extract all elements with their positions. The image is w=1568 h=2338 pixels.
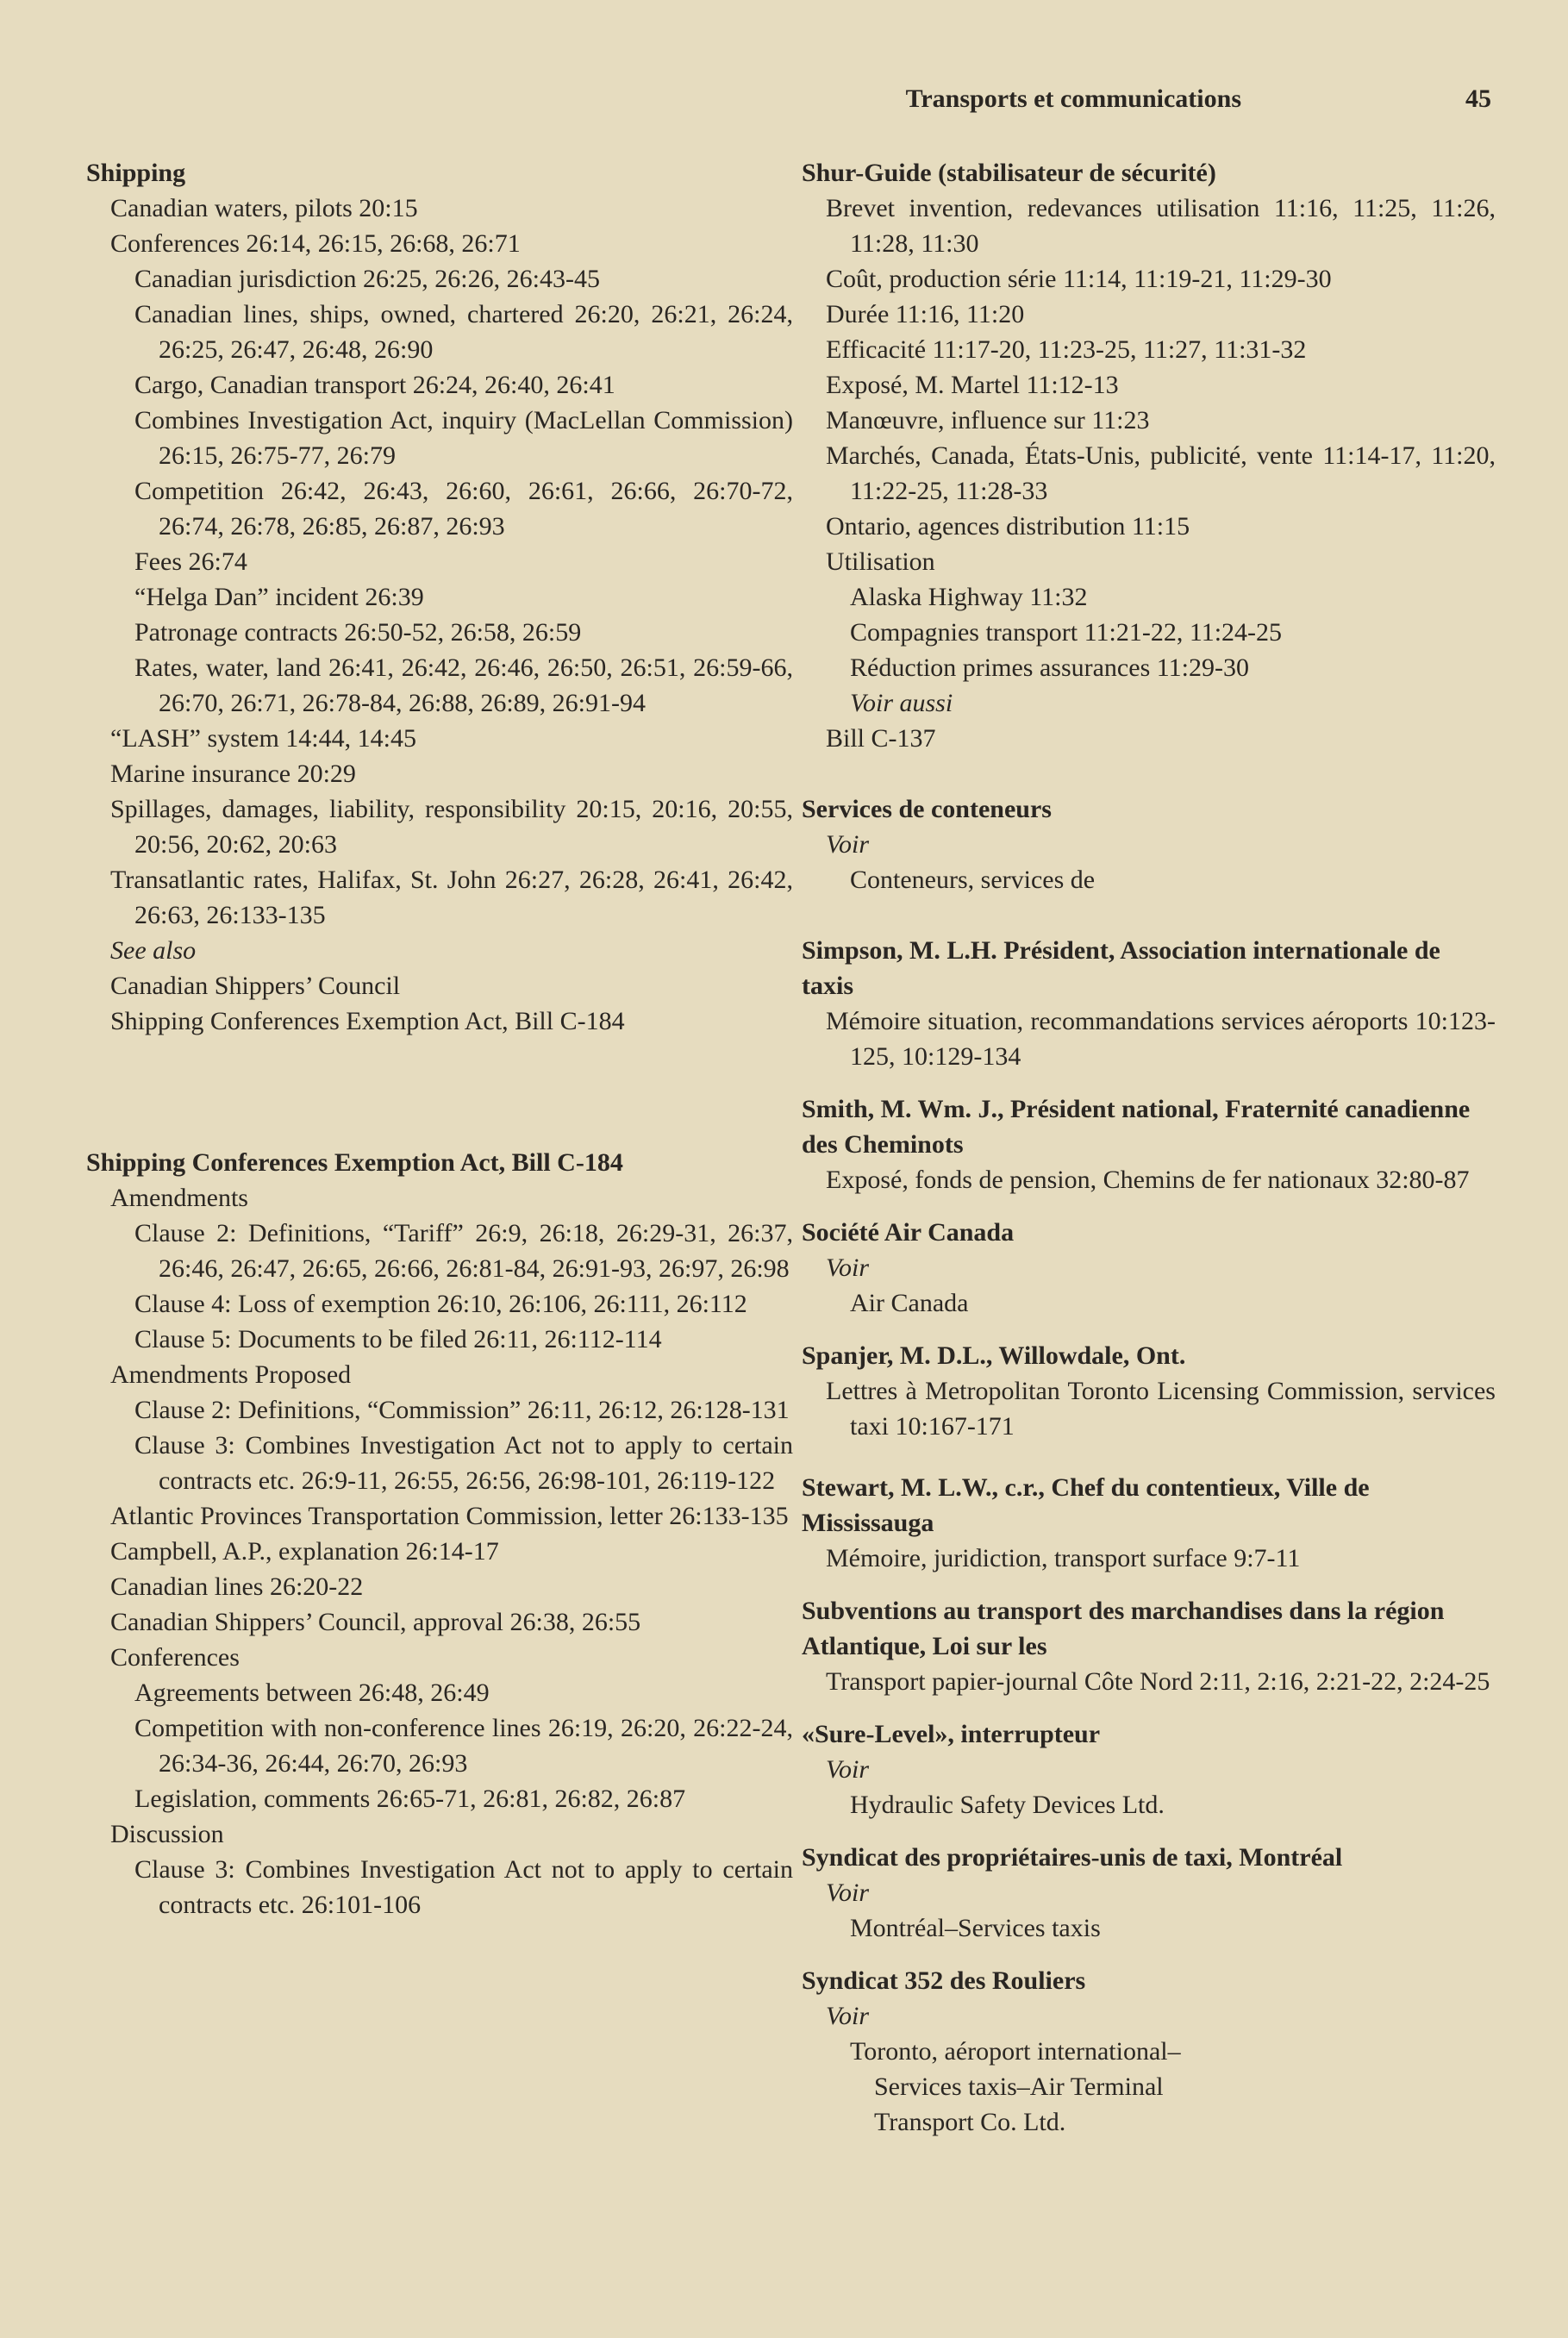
entry-heading: «Sure-Level», interrupteur bbox=[802, 1720, 1101, 1748]
index-entry-sure-level bbox=[802, 1716, 1496, 1822]
index-entry-smith bbox=[802, 1091, 1496, 1197]
index-entry-stewart bbox=[802, 1470, 1496, 1576]
see-target: Services taxis–Air Terminal bbox=[874, 2072, 1164, 2101]
entry-lines bbox=[802, 191, 1496, 756]
see-target: Toronto, aéroport international– bbox=[850, 2037, 1181, 2066]
entry-line: Compagnies transport 11:21-22, 11:24-25 bbox=[850, 618, 1283, 647]
right-column bbox=[802, 155, 1496, 2140]
entry-heading: Smith, M. Wm. J., Président national, Fraternité canadienne des Cheminots bbox=[802, 1095, 1471, 1159]
entry-line: Utilisation bbox=[826, 547, 935, 576]
entry-line: Ontario, agences distribution 11:15 bbox=[826, 512, 1190, 541]
entry-line: Spillages, damages, liability, responsibility 20:15, 20:16, 20:55, 20:56, 20:62, 20:63 bbox=[110, 795, 793, 859]
left-column bbox=[86, 155, 793, 1922]
see-target: Hydraulic Safety Devices Ltd. bbox=[850, 1791, 1165, 1819]
entry-heading: Shipping Conferences Exemption Act, Bill C-184 bbox=[86, 1148, 623, 1177]
index-entry-shipping-conferences-act bbox=[86, 1145, 793, 1922]
entry-line: Marine insurance 20:29 bbox=[110, 760, 356, 788]
see-reference: Voir bbox=[826, 2002, 870, 2030]
entry-lines bbox=[86, 191, 793, 1039]
entry-line: Réduction primes assurances 11:29-30 bbox=[850, 653, 1249, 682]
entry-line: Canadian lines 26:20-22 bbox=[110, 1572, 364, 1601]
entry-line: Legislation, comments 26:65-71, 26:81, 26:82, 26:87 bbox=[134, 1785, 686, 1813]
entry-line: Canadian lines, ships, owned, chartered 26:20, 26:21, 26:24, 26:25, 26:47, 26:48, 26:90 bbox=[134, 300, 793, 364]
entry-heading: Société Air Canada bbox=[802, 1218, 1015, 1247]
entry-line: Mémoire, juridiction, transport surface 9:7-11 bbox=[826, 1544, 1301, 1572]
entry-lines bbox=[86, 1180, 793, 1922]
entry-line: Clause 2: Definitions, “Tariff” 26:9, 26:18, 26:29-31, 26:37, 26:46, 26:47, 26:65, 26:66, 26:81-84, 26:91-93, 26:97, 26:98 bbox=[134, 1219, 793, 1283]
entry-line: Clause 3: Combines Investigation Act not to apply to certain contracts etc. 26:9-11, 26:55, 26:56, 26:98-101, 26:119-122 bbox=[134, 1431, 793, 1495]
entry-line: Marchés, Canada, États-Unis, publicité, vente 11:14-17, 11:20, 11:22-25, 11:28-33 bbox=[826, 441, 1496, 505]
entry-line: Competition with non-conference lines 26:19, 26:20, 26:22-24, 26:34-36, 26:44, 26:70, 26:93 bbox=[134, 1714, 793, 1778]
entry-line: Transport papier-journal Côte Nord 2:11, 2:16, 2:21-22, 2:24-25 bbox=[826, 1667, 1490, 1696]
see-also-label: Voir aussi bbox=[850, 689, 953, 717]
see-also-label: See also bbox=[110, 936, 197, 965]
entry-line: Manœuvre, influence sur 11:23 bbox=[826, 406, 1150, 434]
entry-line: Atlantic Provinces Transportation Commission, letter 26:133-135 bbox=[110, 1502, 789, 1530]
entry-line: Lettres à Metropolitan Toronto Licensing Commission, services taxi 10:167-171 bbox=[826, 1377, 1496, 1441]
index-entry-syndicat-taxi bbox=[802, 1840, 1496, 1946]
see-target: Montréal–Services taxis bbox=[850, 1914, 1101, 1942]
entry-line: Fees 26:74 bbox=[134, 547, 247, 576]
entry-line: Clause 4: Loss of exemption 26:10, 26:106, 26:111, 26:112 bbox=[134, 1290, 747, 1318]
entry-heading: Simpson, M. L.H. Président, Association internationale de taxis bbox=[802, 936, 1440, 1000]
index-entry-simpson bbox=[802, 933, 1496, 1074]
entry-line: Rates, water, land 26:41, 26:42, 26:46, 26:50, 26:51, 26:59-66, 26:70, 26:71, 26:78-84, 26:88, 26:89, 26:91-94 bbox=[134, 653, 793, 717]
entry-line: Efficacité 11:17-20, 11:23-25, 11:27, 11:31-32 bbox=[826, 335, 1307, 364]
see-reference: Voir bbox=[826, 830, 870, 859]
entry-heading: Services de conteneurs bbox=[802, 795, 1052, 823]
entry-line: Agreements between 26:48, 26:49 bbox=[134, 1678, 490, 1707]
entry-heading: Spanjer, M. D.L., Willowdale, Ont. bbox=[802, 1341, 1186, 1370]
see-target: Conteneurs, services de bbox=[850, 866, 1096, 894]
entry-heading: Stewart, M. L.W., c.r., Chef du contentieux, Ville de Mississauga bbox=[802, 1473, 1370, 1537]
index-entry-spanjer bbox=[802, 1338, 1496, 1444]
index-entry-subventions bbox=[802, 1593, 1496, 1699]
see-reference: Voir bbox=[826, 1253, 870, 1282]
entry-line: Amendments Proposed bbox=[110, 1360, 352, 1389]
entry-heading: Shipping bbox=[86, 159, 186, 187]
entry-line: Coût, production série 11:14, 11:19-21, 11:29-30 bbox=[826, 265, 1332, 293]
see-target: Air Canada bbox=[850, 1289, 969, 1317]
entry-line: Clause 3: Combines Investigation Act not to apply to certain contracts etc. 26:101-106 bbox=[134, 1855, 793, 1919]
index-entry-shur-guide bbox=[802, 155, 1496, 756]
entry-line: Canadian Shippers’ Council bbox=[110, 972, 401, 1000]
entry-heading: Shur-Guide (stabilisateur de sécurité) bbox=[802, 159, 1216, 187]
entry-line: Canadian waters, pilots 20:15 bbox=[110, 194, 418, 222]
index-entry-shipping bbox=[86, 155, 793, 1039]
page-number: 45 bbox=[1465, 84, 1491, 113]
index-entry-syndicat-rouliers bbox=[802, 1963, 1496, 2140]
entry-line: Alaska Highway 11:32 bbox=[850, 583, 1088, 611]
see-target: Transport Co. Ltd. bbox=[874, 2108, 1066, 2136]
entry-line: Brevet invention, redevances utilisation 11:16, 11:25, 11:26, 11:28, 11:30 bbox=[826, 194, 1496, 258]
entry-line: Exposé, M. Martel 11:12-13 bbox=[826, 371, 1119, 399]
entry-line: Mémoire situation, recommandations services aéroports 10:123-125, 10:129-134 bbox=[826, 1007, 1496, 1071]
see-reference: Voir bbox=[826, 1755, 870, 1784]
entry-line: Conferences 26:14, 26:15, 26:68, 26:71 bbox=[110, 229, 521, 258]
entry-line: Shipping Conferences Exemption Act, Bill C-184 bbox=[110, 1007, 625, 1035]
entry-heading: Syndicat des propriétaires-unis de taxi, Montréal bbox=[802, 1843, 1343, 1872]
entry-line: Clause 5: Documents to be filed 26:11, 26:112-114 bbox=[134, 1325, 662, 1353]
entry-heading: Subventions au transport des marchandises dans la région Atlantique, Loi sur les bbox=[802, 1597, 1445, 1660]
entry-line: “Helga Dan” incident 26:39 bbox=[134, 583, 424, 611]
index-entry-services-conteneurs bbox=[802, 791, 1496, 897]
entry-line: Cargo, Canadian transport 26:24, 26:40, 26:41 bbox=[134, 371, 615, 399]
entry-line: Transatlantic rates, Halifax, St. John 26:27, 26:28, 26:41, 26:42, 26:63, 26:133-135 bbox=[110, 866, 793, 929]
entry-line: Combines Investigation Act, inquiry (MacLellan Commission) 26:15, 26:75-77, 26:79 bbox=[134, 406, 793, 470]
see-reference: Voir bbox=[826, 1879, 870, 1907]
entry-line: Campbell, A.P., explanation 26:14-17 bbox=[110, 1537, 499, 1566]
entry-line: Canadian jurisdiction 26:25, 26:26, 26:43-45 bbox=[134, 265, 600, 293]
running-title: Transports et communications bbox=[905, 84, 1241, 113]
index-entry-societe-air-canada bbox=[802, 1215, 1496, 1321]
entry-line: Canadian Shippers’ Council, approval 26:38, 26:55 bbox=[110, 1608, 641, 1636]
entry-heading: Syndicat 352 des Rouliers bbox=[802, 1966, 1086, 1995]
entry-line: Conferences bbox=[110, 1643, 240, 1672]
entry-line: Competition 26:42, 26:43, 26:60, 26:61, 26:66, 26:70-72, 26:74, 26:78, 26:85, 26:87, 26:93 bbox=[134, 477, 793, 541]
entry-line: Clause 2: Definitions, “Commission” 26:11, 26:12, 26:128-131 bbox=[134, 1396, 790, 1424]
entry-line: Durée 11:16, 11:20 bbox=[826, 300, 1025, 328]
entry-line: Discussion bbox=[110, 1820, 224, 1848]
entry-line: Patronage contracts 26:50-52, 26:58, 26:59 bbox=[134, 618, 582, 647]
entry-line: Bill C-137 bbox=[826, 724, 936, 753]
entry-line: Exposé, fonds de pension, Chemins de fer nationaux 32:80-87 bbox=[826, 1166, 1470, 1194]
entry-line: Amendments bbox=[110, 1184, 248, 1212]
entry-line: “LASH” system 14:44, 14:45 bbox=[110, 724, 416, 753]
